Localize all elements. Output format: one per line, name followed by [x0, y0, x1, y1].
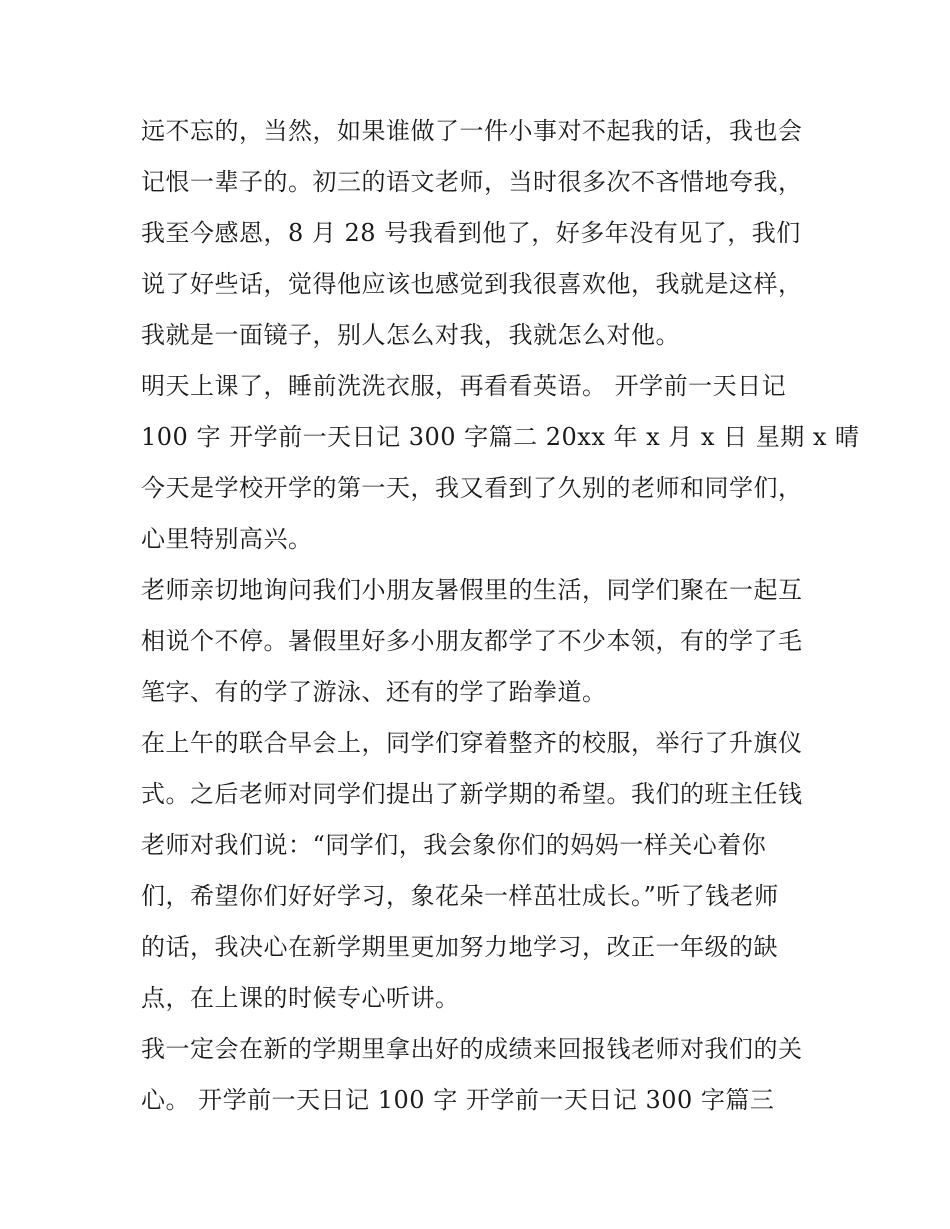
text-line: 记恨一辈子的。初三的语文老师，当时很多次不吝惜地夸我， [141, 168, 803, 196]
text-line: 老师亲切地询问我们小朋友暑假里的生活，同学们聚在一起互 [141, 576, 803, 604]
text-line: 我就是一面镜子，别人怎么对我，我就怎么对他。 [141, 321, 680, 349]
text-line: 在上午的联合早会上，同学们穿着整齐的校服，举行了升旗仪 [141, 729, 803, 757]
text-line: 相说个不停。暑假里好多小朋友都学了不少本领，有的学了毛 [141, 627, 803, 655]
document-body [141, 106, 860, 1126]
text-line: 式。之后老师对同学们提出了新学期的希望。我们的班主任钱 [141, 780, 803, 808]
text-line: 说了好些话，觉得他应该也感觉到我很喜欢他，我就是这样， [141, 270, 803, 298]
text-line: 的话，我决心在新学期里更加努力地学习，改正一年级的缺 [141, 933, 778, 961]
text-line: 心。 开学前一天日记 100 字 开学前一天日记 300 字篇三 [141, 1086, 775, 1114]
text-line: 明天上课了，睡前洗洗衣服，再看看英语。 开学前一天日记 [141, 372, 787, 400]
text-line: 老师对我们说：“同学们，我会象你们的妈妈一样关心着你 [141, 831, 767, 859]
text-line: 今天是学校开学的第一天，我又看到了久别的老师和同学们， [141, 474, 803, 502]
text-line: 们，希望你们好好学习，象花朵一样茁壮成长。”听了钱老师 [141, 882, 779, 910]
text-line: 心里特别高兴。 [141, 525, 313, 553]
text-line: 100 字 开学前一天日记 300 字篇二 20xx 年 x 月 x 日 星期 x 晴 [141, 423, 860, 451]
text-line: 点，在上课的时候专心听讲。 [141, 984, 460, 1012]
text-line: 我一定会在新的学期里拿出好的成绩来回报钱老师对我们的关 [141, 1035, 803, 1063]
text-line: 笔字、有的学了游泳、还有的学了跆拳道。 [141, 678, 607, 706]
text-line: 远不忘的，当然，如果谁做了一件小事对不起我的话，我也会 [141, 117, 803, 145]
text-line: 我至今感恩，8 月 28 号我看到他了，好多年没有见了，我们 [141, 219, 801, 247]
